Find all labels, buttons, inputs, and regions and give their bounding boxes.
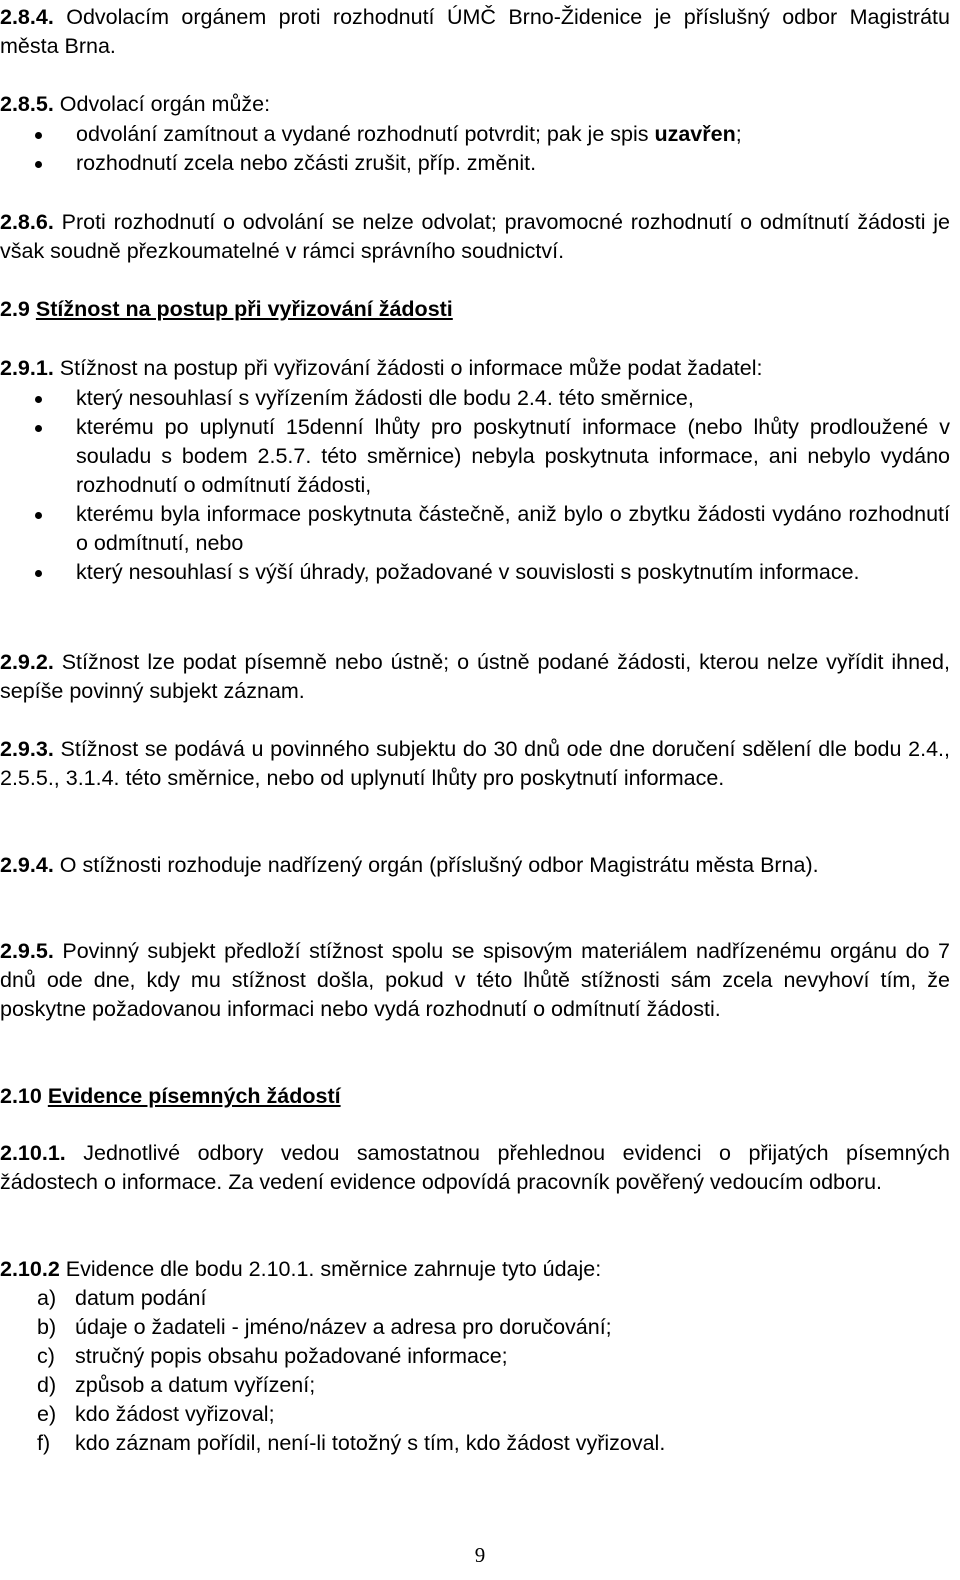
list-item	[0, 558, 950, 587]
list-item	[37, 1342, 950, 1371]
list-item-label: a)	[37, 1286, 57, 1310]
list-item-text: stručný popis obsahu požadované informace;	[75, 1344, 508, 1368]
list-item	[0, 149, 950, 178]
section-number: 2.8.4.	[0, 5, 54, 29]
paragraph-text: Odvolacím orgánem proti rozhodnutí ÚMČ Brno-Židenice je příslušný odbor Magistrátu města Brna.	[0, 5, 950, 58]
bullet-icon	[35, 161, 42, 168]
list-item	[37, 1400, 950, 1429]
list-item-text: kterému byla informace poskytnuta částečně, aniž bylo o zbytku žádosti vydáno rozhodnutí o odmítnutí, nebo	[76, 502, 950, 555]
list-item-text: odvolání zamítnout a vydané rozhodnutí potvrdit; pak je spis	[76, 122, 655, 146]
heading-number: 2.9	[0, 297, 30, 321]
list-item-label: e)	[37, 1402, 57, 1426]
list-item	[37, 1284, 950, 1313]
section-number: 2.8.6.	[0, 210, 54, 234]
section-number: 2.9.1.	[0, 356, 54, 380]
list-item-label: d)	[37, 1373, 57, 1397]
section-number: 2.10.1.	[0, 1141, 66, 1165]
heading-number: 2.10	[0, 1084, 42, 1108]
list-item	[37, 1371, 950, 1400]
list-item	[0, 120, 950, 149]
page-number: 9	[474, 1543, 486, 1567]
section-heading-2-9	[0, 295, 950, 324]
list-item-text: způsob a datum vyřízení;	[75, 1373, 316, 1397]
heading-title: Evidence písemných žádostí	[47, 1084, 341, 1108]
list-item-bold-text: uzavřen	[654, 122, 736, 146]
bullet-icon	[35, 425, 42, 432]
list-item-label: b)	[37, 1315, 57, 1339]
bullet-icon	[35, 396, 42, 403]
paragraph-text: Stížnost na postup při vyřizování žádosti o informace může podat žadatel:	[59, 356, 763, 380]
list-item-text: rozhodnutí zcela nebo zčásti zrušit, příp. změnit.	[76, 151, 537, 175]
section-number: 2.9.4.	[0, 853, 54, 877]
paragraph-text: Stížnost lze podat písemně nebo ústně; o ústně podané žádosti, kterou nelze vyřídit ihned, sepíše povinný subjekt záznam.	[0, 650, 950, 703]
bullet-list-2-9-1	[0, 384, 950, 587]
list-item-text-end: ;	[735, 122, 742, 146]
bullet-icon	[35, 132, 42, 139]
list-item-label: c)	[37, 1344, 55, 1368]
list-item	[0, 413, 950, 500]
bullet-icon	[35, 512, 42, 519]
heading-title: Stížnost na postup při vyřizování žádosti	[35, 297, 453, 321]
section-number: 2.9.5.	[0, 939, 54, 963]
paragraph-text: O stížnosti rozhoduje nadřízený orgán (příslušný odbor Magistrátu města Brna).	[59, 853, 819, 877]
lettered-list-2-10-2	[37, 1284, 950, 1458]
bullet-list-2-8-5	[0, 120, 950, 178]
list-item	[0, 500, 950, 558]
paragraph-2-9-2	[0, 648, 950, 706]
paragraph-text: Evidence dle bodu 2.10.1. směrnice zahrnuje tyto údaje:	[65, 1257, 602, 1281]
paragraph-2-9-1	[0, 354, 950, 383]
list-item-text: kterému po uplynutí 15denní lhůty pro poskytnutí informace (nebo lhůty prodloužené v souladu s bodem 2.5.7. této směrnice) nebyla poskytnuta informace, ani nebylo vydáno rozhodnutí o odmítnutí žádosti,	[76, 415, 950, 497]
bullet-icon	[35, 570, 42, 577]
paragraph-2-8-6	[0, 208, 950, 266]
section-heading-2-10	[0, 1082, 950, 1111]
paragraph-2-10-2	[0, 1255, 950, 1284]
paragraph-text: Odvolací orgán může:	[59, 92, 271, 116]
list-item-label: f)	[37, 1431, 51, 1455]
list-item	[37, 1313, 950, 1342]
section-number: 2.8.5.	[0, 92, 54, 116]
section-number: 2.9.2.	[0, 650, 54, 674]
paragraph-2-9-5	[0, 937, 950, 1024]
paragraph-2-8-4	[0, 3, 950, 61]
paragraph-text: Proti rozhodnutí o odvolání se nelze odvolat; pravomocné rozhodnutí o odmítnutí žádosti je však soudně přezkoumatelné v rámci správního soudnictví.	[0, 210, 951, 263]
paragraph-text: Stížnost se podává u povinného subjektu do 30 dnů ode dne doručení sdělení dle bodu 2.4., 2.5.5., 3.1.4. této směrnice, nebo od uplynutí lhůty pro poskytnutí informace.	[0, 737, 950, 790]
list-item	[0, 384, 950, 413]
paragraph-text: Jednotlivé odbory vedou samostatnou přehlednou evidenci o přijatých písemných žádostech o informace. Za vedení evidence odpovídá pracovník pověřený vedoucím odboru.	[0, 1141, 950, 1194]
paragraph-2-10-1	[0, 1139, 950, 1197]
list-item-text: datum podání	[75, 1286, 207, 1310]
list-item	[37, 1429, 950, 1458]
section-number: 2.9.3.	[0, 737, 54, 761]
paragraph-2-9-3	[0, 735, 950, 793]
paragraph-text: Povinný subjekt předloží stížnost spolu se spisovým materiálem nadřízenému orgánu do 7 dnů ode dne, kdy mu stížnost došla, pokud v této lhůtě stížnosti sám zcela nevyhoví tím, že poskytne požadovanou informaci nebo vydá rozhodnutí o odmítnutí žádosti.	[0, 939, 950, 1021]
list-item-text: kdo žádost vyřizoval;	[75, 1402, 275, 1426]
list-item-text: kdo záznam pořídil, není-li totožný s tím, kdo žádost vyřizoval.	[75, 1431, 666, 1455]
paragraph-2-9-4	[0, 851, 950, 880]
list-item-text: který nesouhlasí s výší úhrady, požadované v souvislosti s poskytnutím informace.	[76, 560, 860, 584]
section-number: 2.10.2	[0, 1257, 60, 1281]
paragraph-2-8-5	[0, 90, 950, 119]
list-item-text: údaje o žadateli - jméno/název a adresa pro doručování;	[75, 1315, 612, 1339]
list-item-text: který nesouhlasí s vyřízením žádosti dle bodu 2.4. této směrnice,	[76, 386, 694, 410]
